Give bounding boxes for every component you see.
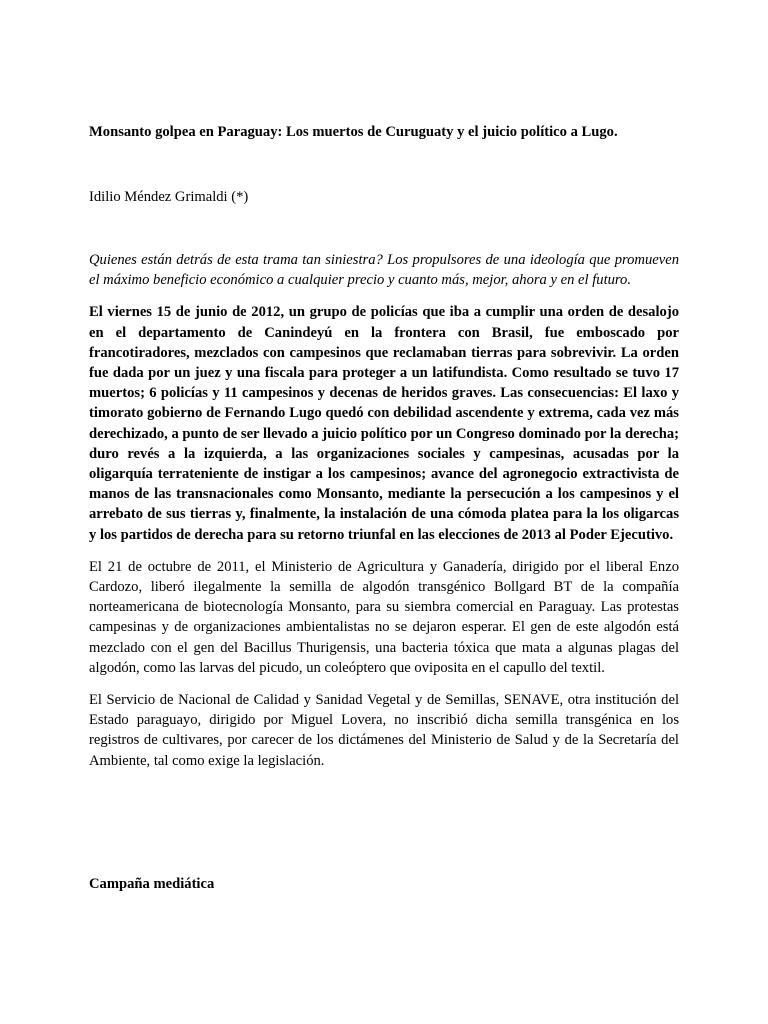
paragraph-3: El Servicio de Nacional de Calidad y Sanidad Vegetal y de Semillas, SENAVE, otra institución del Estado paraguayo, dirigido por Miguel Lovera, no inscribió dicha semilla transgénica en los registros de cultivares, por carecer de los dictámenes del Ministerio de Salud y de la Secretaría del Ambiente, tal como exige la legislación.: [89, 692, 679, 769]
article-body: [89, 250, 679, 783]
paragraph-1: El viernes 15 de junio de 2012, un grupo de policías que iba a cumplir una orden de desalojo en el departamento de Canindeyú en la frontera con Brasil, fue emboscado por francotiradores, mezclados con campesinos que reclamaban tierras para sobrevivir. La orden fue dada por un juez y una fiscala para proteger a un latifundista. Como resultado se tuvo 17 muertos; 6 policías y 11 campesinos y decenas de heridos graves. Las consecuencias: El laxo y timorato gobierno de Fernando Lugo quedó con debilidad ascendente y extrema, cada vez más derechizado, a punto de ser llevado a juicio político por un Congreso dominado por la derecha; duro revés a la izquierda, a las organizaciones sociales y campesinas, acusadas por la oligarquía terrateniente de instigar a los campesinos; avance del agronegocio extractivista de manos de las transnacionales como Monsanto, mediante la persecución a los campesinos y el arrebato de sus tierras y, finalmente, la instalación de una cómoda platea para la los oligarcas y los partidos de derecha para su retorno triunfal en las elecciones de 2013 al Poder Ejecutivo.: [89, 304, 679, 543]
lead-paragraph: Quienes están detrás de esta trama tan siniestra? Los propulsores de una ideología que promueven el máximo beneficio económico a cualquier precio y cuanto más, mejor, ahora y en el futuro.: [89, 252, 679, 289]
article-author: Idilio Méndez Grimaldi (*): [89, 189, 249, 205]
article-title: Monsanto golpea en Paraguay: Los muertos de Curuguaty y el juicio político a Lugo.: [89, 124, 618, 140]
paragraph-2: El 21 de octubre de 2011, el Ministerio de Agricultura y Ganadería, dirigido por el liberal Enzo Cardozo, liberó ilegalmente la semilla de algodón transgénico Bollgard BT de la compañía norteamericana de biotecnología Monsanto, para su siembra comercial en Paraguay. Las protestas campesinas y de organizaciones ambientalistas no se dejaron esperar. El gen de este algodón está mezclado con el gen del Bacillus Thurigensis, una bacteria tóxica que mata a algunas plagas del algodón, como las larvas del picudo, un coleóptero que oviposita en el capullo del textil.: [89, 558, 679, 676]
section-heading: Campaña mediática: [89, 876, 215, 892]
